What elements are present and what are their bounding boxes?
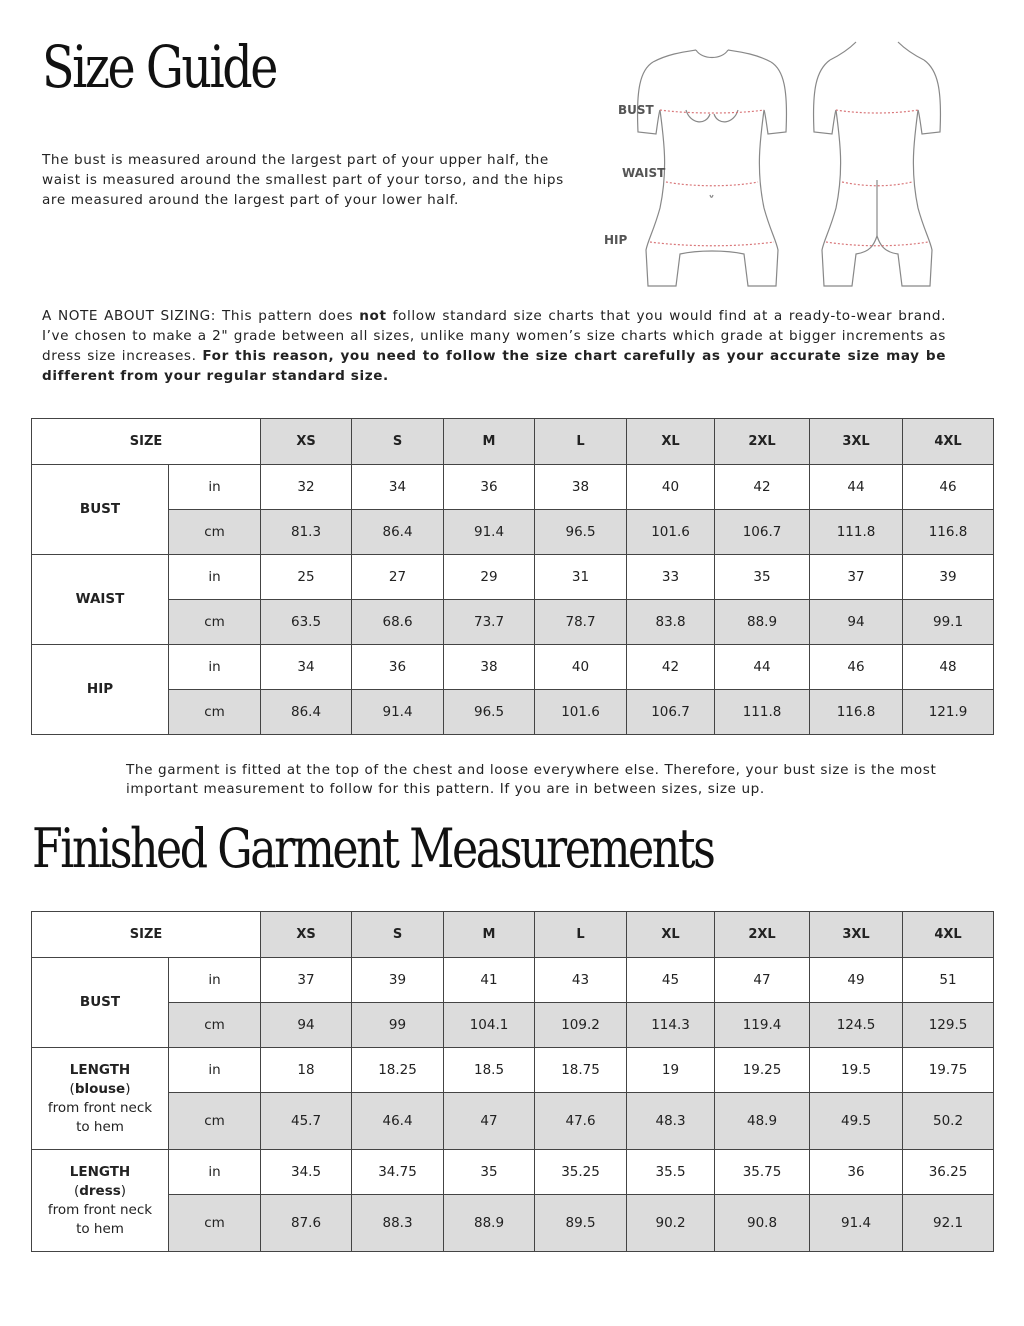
value-cell: 35.75 — [715, 1150, 810, 1195]
value-cell: 37 — [261, 958, 352, 1003]
size-column-header: 4XL — [903, 912, 994, 958]
size-table — [31, 418, 994, 735]
value-cell: 19 — [627, 1048, 715, 1093]
unit-in-cell: in — [169, 1048, 261, 1093]
table-row — [32, 465, 994, 510]
table-row — [32, 690, 994, 735]
size-column-header: XS — [261, 912, 352, 958]
row-label — [32, 1150, 169, 1252]
size-column-header: XL — [627, 419, 715, 465]
paren-open: ( — [73, 1182, 80, 1199]
paren-open: ( — [69, 1080, 75, 1097]
value-cell: 129.5 — [903, 1003, 994, 1048]
value-cell: 19.5 — [810, 1048, 903, 1093]
waist-label: WAIST — [622, 166, 666, 180]
value-cell: 104.1 — [444, 1003, 535, 1048]
value-cell: 49 — [810, 958, 903, 1003]
value-cell: 47 — [444, 1093, 535, 1150]
value-cell: 44 — [810, 465, 903, 510]
value-cell: 33 — [627, 555, 715, 600]
table-row — [32, 1195, 994, 1252]
value-cell: 49.5 — [810, 1093, 903, 1150]
body-measurement-figure — [598, 40, 968, 295]
value-cell: 36.25 — [903, 1150, 994, 1195]
value-cell: 43 — [535, 958, 627, 1003]
table-row — [32, 555, 994, 600]
value-cell: 91.4 — [810, 1195, 903, 1252]
value-cell: 40 — [535, 645, 627, 690]
value-cell: 36 — [352, 645, 444, 690]
value-cell: 73.7 — [444, 600, 535, 645]
value-cell: 42 — [715, 465, 810, 510]
value-cell: 101.6 — [627, 510, 715, 555]
note-bold1: not — [359, 308, 387, 324]
table-row — [32, 958, 994, 1003]
table-row — [32, 1003, 994, 1048]
value-cell: 106.7 — [715, 510, 810, 555]
value-cell: 45 — [627, 958, 715, 1003]
size-column-header: L — [535, 912, 627, 958]
unit-cm-cell: cm — [169, 600, 261, 645]
paren-close: ) — [125, 1080, 131, 1097]
table-header-row — [32, 912, 994, 958]
table-row — [32, 1093, 994, 1150]
value-cell: 34.5 — [261, 1150, 352, 1195]
value-cell: 45.7 — [261, 1093, 352, 1150]
value-cell: 121.9 — [903, 690, 994, 735]
row-label: WAIST — [32, 555, 169, 645]
note-part1: A NOTE ABOUT SIZING: This pattern does — [42, 308, 360, 324]
value-cell: 39 — [903, 555, 994, 600]
length-type: dress — [79, 1182, 121, 1199]
value-cell: 116.8 — [903, 510, 994, 555]
value-cell: 46 — [903, 465, 994, 510]
value-cell: 88.9 — [715, 600, 810, 645]
value-cell: 83.8 — [627, 600, 715, 645]
bust-label: BUST — [618, 103, 654, 117]
note-part2: follow standard size charts that you would find at a ready-to-wear brand. I’ve chosen to make a 2" grade between all sizes, unlike many women’s size charts which grade at bigger increments as dress size increases. — [42, 308, 946, 364]
value-cell: 91.4 — [444, 510, 535, 555]
value-cell: 34.75 — [352, 1150, 444, 1195]
value-cell: 101.6 — [535, 690, 627, 735]
sizing-note — [42, 306, 946, 386]
size-column-header: L — [535, 419, 627, 465]
unit-cm-cell: cm — [169, 1093, 261, 1150]
size-column-header: M — [444, 912, 535, 958]
value-cell: 114.3 — [627, 1003, 715, 1048]
value-cell: 99.1 — [903, 600, 994, 645]
value-cell: 35.25 — [535, 1150, 627, 1195]
row-label: HIP — [32, 645, 169, 735]
value-cell: 106.7 — [627, 690, 715, 735]
value-cell: 19.75 — [903, 1048, 994, 1093]
value-cell: 78.7 — [535, 600, 627, 645]
value-cell: 111.8 — [715, 690, 810, 735]
unit-cm-cell: cm — [169, 1003, 261, 1048]
paren-close: ) — [120, 1182, 127, 1199]
length-type: blouse — [74, 1080, 126, 1097]
row-label — [32, 1048, 169, 1150]
intro-text: The bust is measured around the largest part of your upper half, the waist is measured around the smallest part of your torso, and the hips are measured around the largest part of your lower half. — [42, 152, 564, 208]
row-label: BUST — [32, 465, 169, 555]
value-cell: 42 — [627, 645, 715, 690]
value-cell: 34 — [352, 465, 444, 510]
unit-in-cell: in — [169, 555, 261, 600]
length-description: from front neck to hem — [47, 1201, 153, 1237]
section-title: Finished Garment Measurements — [32, 817, 714, 880]
value-cell: 25 — [261, 555, 352, 600]
value-cell: 36 — [810, 1150, 903, 1195]
size-header: SIZE — [32, 912, 261, 958]
size-column-header: XS — [261, 419, 352, 465]
value-cell: 88.3 — [352, 1195, 444, 1252]
value-cell: 48.3 — [627, 1093, 715, 1150]
measurement-lines — [650, 110, 928, 246]
fit-note: The garment is fitted at the top of the chest and loose everywhere else. Therefore, your bust size is the most important measurement to follow for this pattern. If you are in between sizes, size up. — [126, 762, 937, 797]
value-cell: 47.6 — [535, 1093, 627, 1150]
back-body-outline — [814, 42, 941, 286]
value-cell: 92.1 — [903, 1195, 994, 1252]
value-cell: 68.6 — [352, 600, 444, 645]
note-bold2: For this reason, you need to follow the size chart carefully as your accurate size may be different from your regular standard size. — [42, 348, 947, 384]
value-cell: 29 — [444, 555, 535, 600]
value-cell: 39 — [352, 958, 444, 1003]
value-cell: 89.5 — [535, 1195, 627, 1252]
value-cell: 32 — [261, 465, 352, 510]
value-cell: 109.2 — [535, 1003, 627, 1048]
unit-in-cell: in — [169, 958, 261, 1003]
value-cell: 38 — [535, 465, 627, 510]
size-column-header: 2XL — [715, 912, 810, 958]
value-cell: 124.5 — [810, 1003, 903, 1048]
table-row — [32, 1150, 994, 1195]
unit-cm-cell: cm — [169, 510, 261, 555]
table-header-row — [32, 419, 994, 465]
length-label: LENGTH — [69, 1163, 131, 1180]
value-cell: 35.5 — [627, 1150, 715, 1195]
length-label: LENGTH — [69, 1061, 131, 1078]
value-cell: 40 — [627, 465, 715, 510]
value-cell: 46.4 — [352, 1093, 444, 1150]
value-cell: 34 — [261, 645, 352, 690]
page-title: Size Guide — [42, 33, 276, 101]
value-cell: 48.9 — [715, 1093, 810, 1150]
value-cell: 46 — [810, 645, 903, 690]
size-column-header: 3XL — [810, 912, 903, 958]
size-column-header: 2XL — [715, 419, 810, 465]
table-row — [32, 600, 994, 645]
value-cell: 41 — [444, 958, 535, 1003]
value-cell: 111.8 — [810, 510, 903, 555]
value-cell: 91.4 — [352, 690, 444, 735]
size-header: SIZE — [32, 419, 261, 465]
length-description: from front neck to hem — [47, 1099, 153, 1135]
value-cell: 51 — [903, 958, 994, 1003]
size-column-header: 3XL — [810, 419, 903, 465]
value-cell: 19.25 — [715, 1048, 810, 1093]
hip-label: HIP — [604, 233, 628, 247]
unit-in-cell: in — [169, 1150, 261, 1195]
size-column-header: M — [444, 419, 535, 465]
unit-in-cell: in — [169, 645, 261, 690]
value-cell: 27 — [352, 555, 444, 600]
value-cell: 48 — [903, 645, 994, 690]
value-cell: 36 — [444, 465, 535, 510]
table-row — [32, 1048, 994, 1093]
value-cell: 35 — [444, 1150, 535, 1195]
value-cell: 94 — [810, 600, 903, 645]
value-cell: 119.4 — [715, 1003, 810, 1048]
value-cell: 18.5 — [444, 1048, 535, 1093]
finished-table — [31, 911, 994, 1252]
value-cell: 87.6 — [261, 1195, 352, 1252]
value-cell: 37 — [810, 555, 903, 600]
value-cell: 38 — [444, 645, 535, 690]
value-cell: 81.3 — [261, 510, 352, 555]
value-cell: 18 — [261, 1048, 352, 1093]
unit-cm-cell: cm — [169, 690, 261, 735]
table-row — [32, 510, 994, 555]
value-cell: 96.5 — [444, 690, 535, 735]
value-cell: 86.4 — [352, 510, 444, 555]
value-cell: 86.4 — [261, 690, 352, 735]
value-cell: 35 — [715, 555, 810, 600]
unit-in-cell: in — [169, 465, 261, 510]
size-column-header: 4XL — [903, 419, 994, 465]
value-cell: 18.25 — [352, 1048, 444, 1093]
size-column-header: S — [352, 912, 444, 958]
value-cell: 50.2 — [903, 1093, 994, 1150]
value-cell: 90.8 — [715, 1195, 810, 1252]
table-row — [32, 645, 994, 690]
value-cell: 47 — [715, 958, 810, 1003]
size-column-header: S — [352, 419, 444, 465]
value-cell: 18.75 — [535, 1048, 627, 1093]
value-cell: 90.2 — [627, 1195, 715, 1252]
row-label: BUST — [32, 958, 169, 1048]
size-column-header: XL — [627, 912, 715, 958]
value-cell: 116.8 — [810, 690, 903, 735]
value-cell: 94 — [261, 1003, 352, 1048]
value-cell: 99 — [352, 1003, 444, 1048]
value-cell: 31 — [535, 555, 627, 600]
unit-cm-cell: cm — [169, 1195, 261, 1252]
value-cell: 63.5 — [261, 600, 352, 645]
value-cell: 88.9 — [444, 1195, 535, 1252]
value-cell: 44 — [715, 645, 810, 690]
value-cell: 96.5 — [535, 510, 627, 555]
